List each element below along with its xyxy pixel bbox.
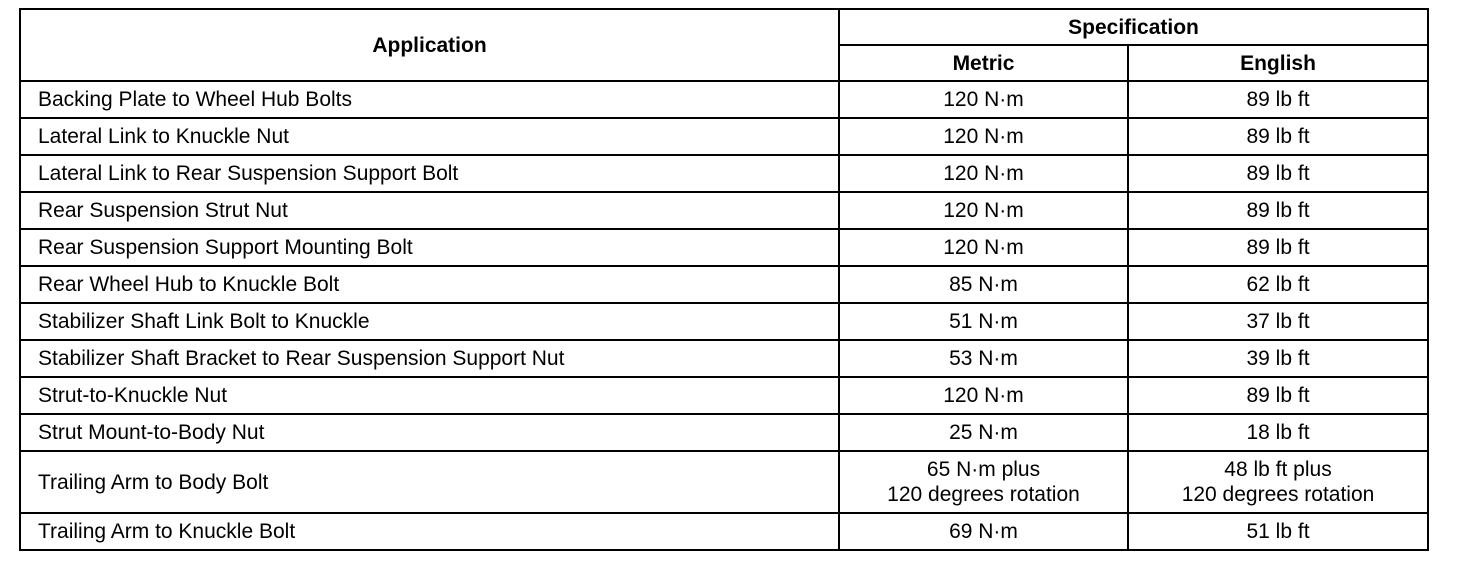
metric-cell: 51 N·m [839, 303, 1128, 340]
application-cell: Stabilizer Shaft Link Bolt to Knuckle [20, 303, 839, 340]
english-value-line-2: 120 degrees rotation [1181, 483, 1375, 506]
metric-cell: 53 N·m [839, 340, 1128, 377]
application-cell: Rear Wheel Hub to Knuckle Bolt [20, 266, 839, 303]
application-cell: Trailing Arm to Body Bolt [20, 451, 839, 513]
metric-value-line-2: 120 degrees rotation [887, 483, 1080, 506]
application-cell: Strut Mount-to-Body Nut [20, 414, 839, 451]
table-row [20, 377, 1428, 414]
application-cell: Lateral Link to Rear Suspension Support Bolt [20, 155, 839, 192]
application-cell: Trailing Arm to Knuckle Bolt [20, 513, 839, 550]
specification-column-header: Specification [839, 9, 1428, 45]
fastener-tightening-specifications-table [19, 8, 1429, 551]
english-cell [1128, 451, 1428, 513]
table-row [20, 229, 1428, 266]
metric-cell: 25 N·m [839, 414, 1128, 451]
metric-cell: 120 N·m [839, 155, 1128, 192]
english-cell: 37 lb ft [1128, 303, 1428, 340]
table-row [20, 118, 1428, 155]
header-row-top [20, 9, 1428, 45]
metric-cell: 69 N·m [839, 513, 1128, 550]
table-row [20, 266, 1428, 303]
english-cell: 89 lb ft [1128, 118, 1428, 155]
application-cell: Rear Suspension Strut Nut [20, 192, 839, 229]
metric-cell: 120 N·m [839, 192, 1128, 229]
english-cell: 89 lb ft [1128, 377, 1428, 414]
english-cell: 89 lb ft [1128, 192, 1428, 229]
table-row [20, 513, 1428, 550]
metric-value-line-1: 65 N·m plus [926, 458, 1041, 481]
table-row [20, 192, 1428, 229]
application-cell: Strut-to-Knuckle Nut [20, 377, 839, 414]
metric-cell: 120 N·m [839, 118, 1128, 155]
table-row [20, 451, 1428, 513]
metric-cell [839, 451, 1128, 513]
application-cell: Lateral Link to Knuckle Nut [20, 118, 839, 155]
table-row [20, 303, 1428, 340]
metric-cell: 85 N·m [839, 266, 1128, 303]
metric-column-header: Metric [839, 45, 1128, 81]
english-column-header: English [1128, 45, 1428, 81]
english-cell: 62 lb ft [1128, 266, 1428, 303]
english-cell: 89 lb ft [1128, 155, 1428, 192]
table-row [20, 81, 1428, 118]
metric-cell: 120 N·m [839, 377, 1128, 414]
application-cell: Rear Suspension Support Mounting Bolt [20, 229, 839, 266]
table-row [20, 340, 1428, 377]
application-cell: Backing Plate to Wheel Hub Bolts [20, 81, 839, 118]
english-cell: 39 lb ft [1128, 340, 1428, 377]
english-cell: 18 lb ft [1128, 414, 1428, 451]
english-cell: 89 lb ft [1128, 229, 1428, 266]
table-row [20, 414, 1428, 451]
application-cell: Stabilizer Shaft Bracket to Rear Suspension Support Nut [20, 340, 839, 377]
table-row [20, 155, 1428, 192]
metric-cell: 120 N·m [839, 81, 1128, 118]
application-column-header: Application [20, 9, 839, 81]
english-value-line-1: 48 lb ft plus [1224, 458, 1332, 481]
metric-cell: 120 N·m [839, 229, 1128, 266]
english-cell: 89 lb ft [1128, 81, 1428, 118]
english-cell: 51 lb ft [1128, 513, 1428, 550]
